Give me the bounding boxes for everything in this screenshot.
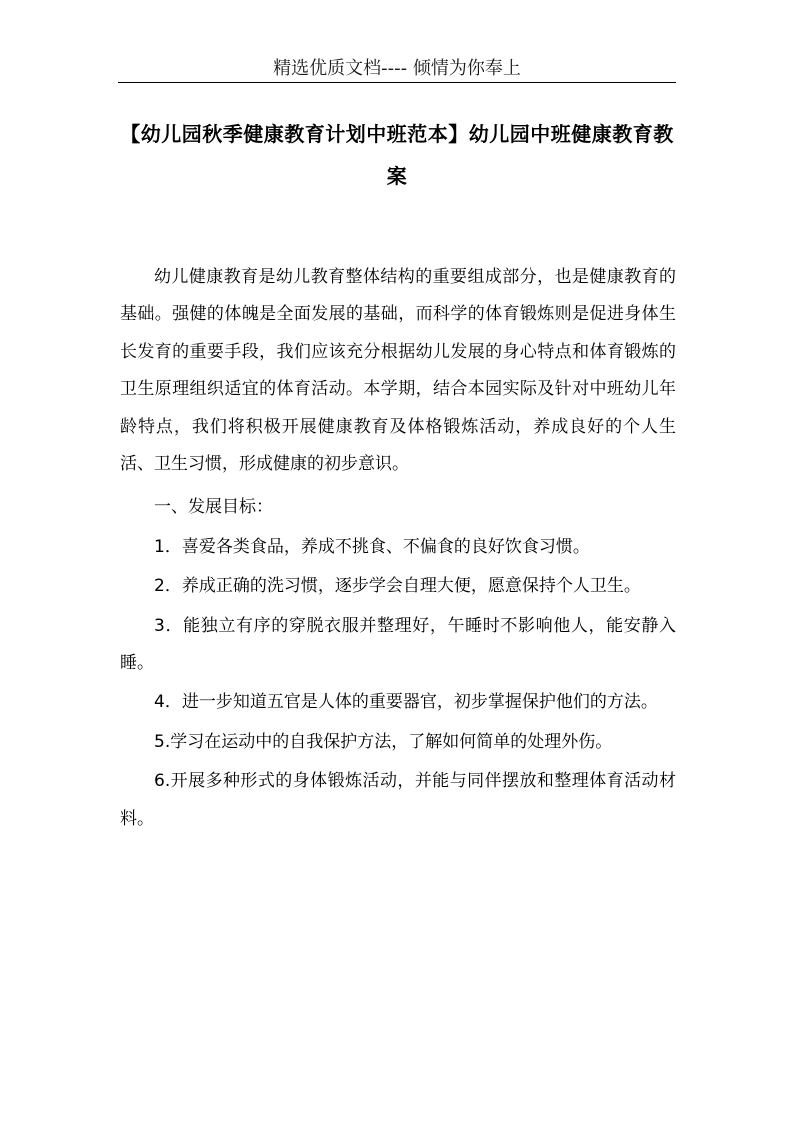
goal-item-2: 2．养成正确的洗习惯，逐步学会自理大便，愿意保持个人卫生。: [154, 576, 641, 597]
goal-item-5: 5.学习在运动中的自我保护方法，了解如何简单的处理外伤。: [154, 731, 613, 752]
document-body: [120, 259, 676, 840]
goal-item-4: 4．进一步知道五官是人体的重要器官，初步掌握保护他们的方法。: [154, 692, 658, 713]
goal-item-3: 3．能独立有序的穿脱衣服并整理好，午睡时不影响他人，能安静入睡。: [120, 615, 676, 674]
intro-paragraph: 幼儿健康教育是幼儿教育整体结构的重要组成部分，也是健康教育的基础。强健的体魄是全面发展的基础，而科学的体育锻炼则是促进身体生长发育的重要手段，我们应该充分根据幼儿发展的身心特点和体育锻炼的卫生原理组织适宜的体育活动。本学期，结合本园实际及针对中班幼儿年龄特点，我们将积极开展健康教育及体格锻炼活动，养成良好的个人生活、卫生习惯，形成健康的初步意识。: [120, 267, 676, 475]
section-heading: 一、发展目标：: [154, 497, 273, 518]
page-header: 精选优质文档---- 倾情为你奉上: [273, 58, 521, 79]
goal-item-6: 6.开展多种形式的身体锻炼活动，并能与同伴摆放和整理体育活动材料。: [120, 771, 676, 829]
header-divider: [118, 82, 676, 83]
document-title: 【幼儿园秋季健康教育计划中班范本】幼儿园中班健康教育教案: [120, 122, 674, 188]
goal-item-1: 1．喜爱各类食品，养成不挑食、不偏食的良好饮食习惯。: [154, 536, 590, 557]
